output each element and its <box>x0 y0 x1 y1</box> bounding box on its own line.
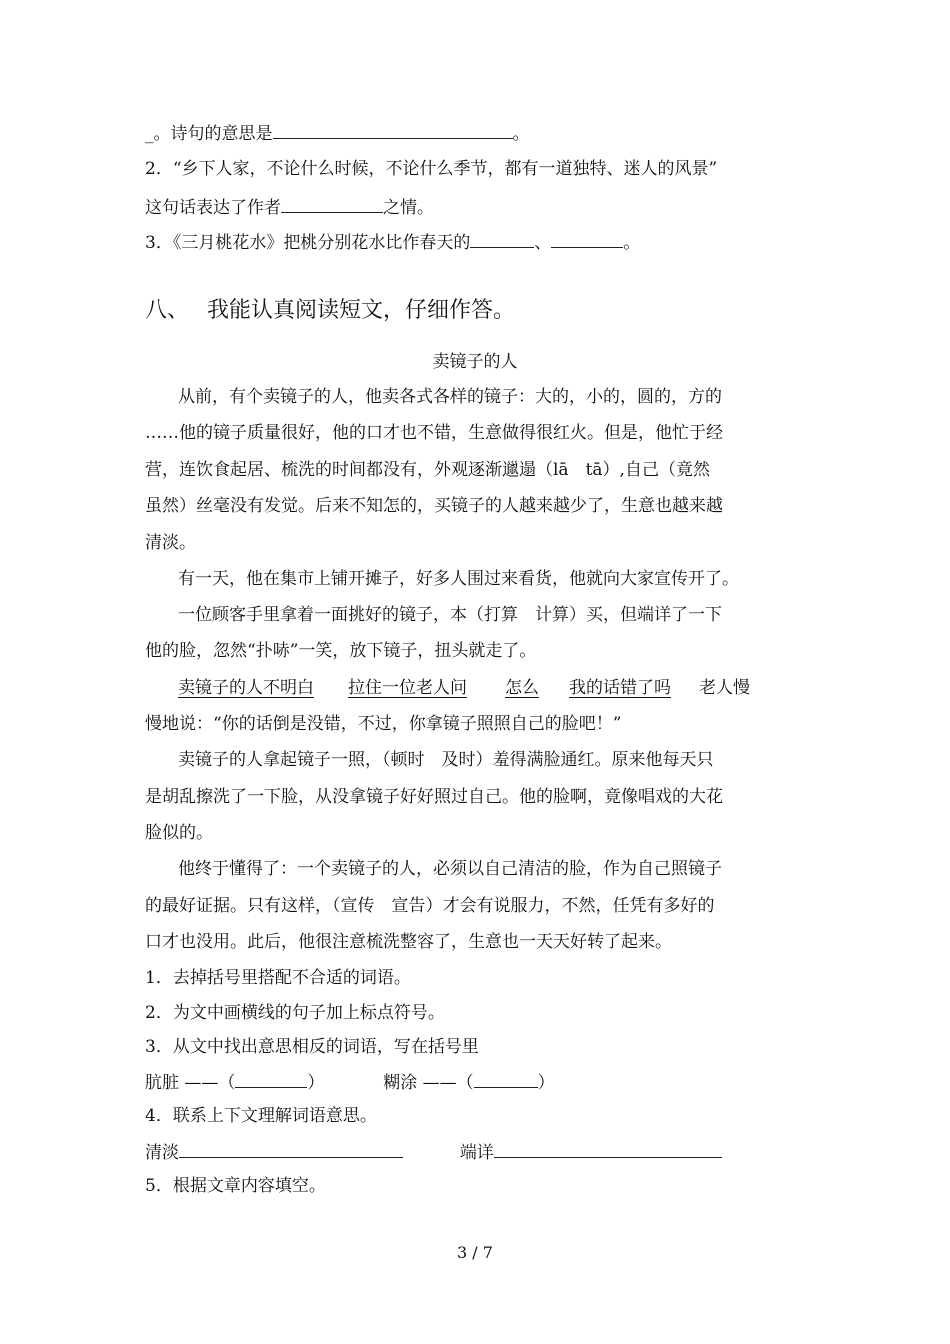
answer-blank[interactable] <box>474 1069 538 1088</box>
question-4: 4．联系上下文理解词语意思。 <box>145 1106 377 1126</box>
passage-line: 有一天，他在集市上铺开摊子，好多人围过来看货，他就向大家宣传开了。 <box>178 569 739 589</box>
prev-q1-suffix: 。 <box>512 124 530 144</box>
vocab-word: 清淡 <box>145 1143 179 1163</box>
prev-q2-suffix: 之情。 <box>383 198 434 218</box>
answer-blank[interactable] <box>273 120 513 139</box>
underlined-sentence <box>178 676 750 700</box>
passage-line: 营，连饮食起居、梳洗的时间都没有，外观逐渐邋遢（lā tā）,自己（竟然 <box>145 460 710 480</box>
question-4-answers <box>145 1139 722 1165</box>
passage-title: 卖镜子的人 <box>432 352 518 372</box>
passage-line: 脸似的。 <box>145 823 213 843</box>
antonym-word: 糊涂 <box>383 1073 418 1093</box>
passage-line: 虽然）丝毫没有发觉。后来不知怎的，买镜子的人越来越少了，生意也越来越 <box>145 496 723 516</box>
passage-line: 一位顾客手里拿着一面挑好的镜子，本（打算 计算）买，但端详了一下 <box>178 605 722 625</box>
passage-line: 清淡。 <box>145 533 196 553</box>
underlined-part: 卖镜子的人不明白 拉住一位老人问 怎么 我的话错了吗 <box>178 678 671 698</box>
section-title: 我能认真阅读短文，仔细作答。 <box>207 298 516 323</box>
prev-q3 <box>145 229 640 255</box>
passage-text: 老人慢 <box>699 678 750 698</box>
question-3-answers <box>145 1069 555 1095</box>
section-heading <box>145 296 515 326</box>
passage-line: 他的脸，忽然“扑哧”一笑，放下镜子，扭头就走了。 <box>145 641 537 661</box>
answer-blank[interactable] <box>494 1139 722 1158</box>
prev-q2-text: 这句话表达了作者 <box>145 198 281 218</box>
passage-line: ……他的镜子质量很好，他的口才也不错，生意做得很红火。但是，他忙于经 <box>145 423 723 443</box>
passage-line: 是胡乱擦洗了一下脸，从没拿镜子好好照过自己。他的脸啊，竟像唱戏的大花 <box>145 787 723 807</box>
prev-q2-line1: 2．“乡下人家，不论什么时候，不论什么季节，都有一道独特、迷人的风景” <box>145 159 718 179</box>
question-1: 1．去掉括号里搭配不合适的词语。 <box>145 968 411 988</box>
passage-line: 慢地说：“你的话倒是没错，不过，你拿镜子照照自己的脸吧！” <box>145 714 622 734</box>
antonym-word: 肮脏 <box>145 1073 179 1093</box>
antonym-dash: ——（ <box>184 1073 236 1093</box>
answer-blank[interactable] <box>470 229 534 248</box>
answer-blank[interactable] <box>179 1139 403 1158</box>
answer-blank[interactable] <box>235 1069 307 1088</box>
passage-line: 口才也没用。此后，他很注意梳洗整容了，生意也一天天好转了起来。 <box>145 932 672 952</box>
prev-q1-tail <box>145 120 530 146</box>
prev-q3-sep: 、 <box>534 233 552 253</box>
antonym-close: ） <box>307 1073 325 1093</box>
question-3: 3．从文中找出意思相反的词语，写在括号里 <box>145 1037 479 1057</box>
vocab-word: 端详 <box>459 1143 494 1163</box>
prev-q3-suffix: 。 <box>623 233 641 253</box>
question-5: 5．根据文章内容填空。 <box>145 1176 326 1196</box>
passage-line: 他终于懂得了：一个卖镜子的人，必须以自己清洁的脸，作为自己照镜子 <box>178 859 722 879</box>
answer-blank[interactable] <box>551 229 623 248</box>
antonym-dash: ——（ <box>422 1073 474 1093</box>
question-2: 2．为文中画横线的句子加上标点符号。 <box>145 1003 445 1023</box>
prev-q3-text: 3．《三月桃花水》把桃分别花水比作春天的 <box>145 233 471 253</box>
answer-blank[interactable] <box>281 194 383 213</box>
section-number: 八、 <box>145 298 190 323</box>
page-number: 3 / 7 <box>457 1243 493 1262</box>
antonym-close: ） <box>537 1073 555 1093</box>
passage-line: 从前，有个卖镜子的人，他卖各式各样的镜子：大的，小的，圆的，方的 <box>178 387 722 407</box>
passage-line: 卖镜子的人拿起镜子一照，（顿时 及时）羞得满脸通红。原来他每天只 <box>178 750 714 770</box>
prev-q1-text: _。诗句的意思是 <box>145 124 273 144</box>
prev-q2-line2 <box>145 194 434 220</box>
passage-line: 的最好证据。只有这样，（宣传 宣告）才会有说服力，不然，任凭有多好的 <box>145 896 715 916</box>
